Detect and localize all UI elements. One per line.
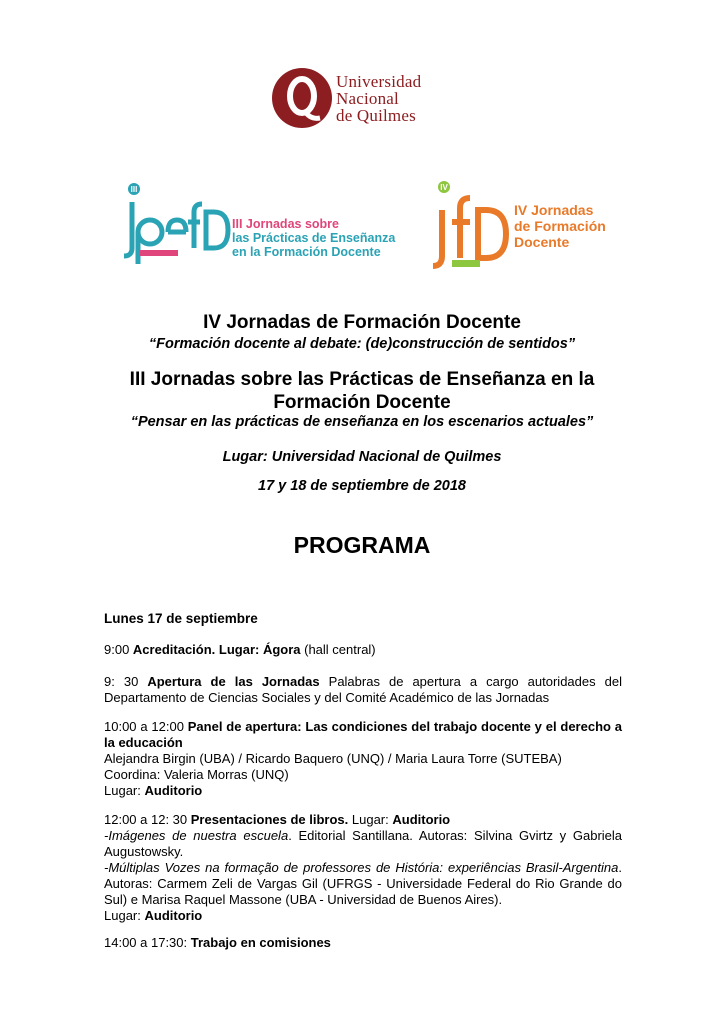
schedule-item-opening xyxy=(104,674,622,706)
item-detail: Lugar: xyxy=(348,812,393,827)
place-label: Lugar: xyxy=(104,783,145,798)
event-subtitle-2: “Pensar en las prácticas de enseñanza en los escenarios actuales” xyxy=(130,414,594,430)
item-time: 10:00 a 12:00 xyxy=(104,719,188,734)
book1-title: -Imágenes de nuestra escuela xyxy=(104,828,289,843)
event-title-1: IV Jornadas de Formación Docente xyxy=(203,312,521,333)
panel-coordinator: Coordina: Valeria Morras (UNQ) xyxy=(104,767,289,782)
panel-place xyxy=(104,783,622,799)
day-heading: Lunes 17 de septiembre xyxy=(104,611,258,626)
schedule-item-books xyxy=(104,812,622,924)
place-value: Auditorio xyxy=(144,908,203,923)
unq-line1: Universidad xyxy=(336,72,422,91)
place-value: Auditorio xyxy=(392,812,451,827)
item-title: Panel de apertura: Las condiciones del trabajo docente y el derecho a la educación xyxy=(104,719,622,750)
schedule-item-panel xyxy=(104,719,622,799)
item-time: 9: 30 xyxy=(104,674,148,689)
jfd-caption-line1: IV Jornadas xyxy=(514,202,594,218)
unq-line3: de Quilmes xyxy=(336,106,416,125)
jfd-letters-graphic xyxy=(430,180,514,272)
jfd-logo xyxy=(430,180,620,272)
jpefd-caption-line1: III Jornadas sobre xyxy=(232,217,339,231)
item-title: Presentaciones de libros. xyxy=(190,812,349,827)
event-dates: 17 y 18 de septiembre de 2018 xyxy=(258,478,466,494)
jfd-caption xyxy=(514,202,606,250)
item-detail: (hall central) xyxy=(300,642,376,657)
event-title-2-line2: Formación Docente xyxy=(273,392,451,413)
unq-logo xyxy=(270,66,440,132)
jpefd-caption-line2: las Prácticas de Enseñanza xyxy=(232,231,396,245)
unq-line2: Nacional xyxy=(336,89,399,108)
book1-detail: . Editorial Santillana. Autoras: Silvina Gvirtz y Gabriela Augustowsky. xyxy=(104,828,623,859)
jpefd-logo xyxy=(122,182,396,266)
item-title: Apertura de las Jornadas xyxy=(147,674,320,689)
item-detail: Palabras de apertura a cargo autoridades del Departamento de Ciencias Sociales y del Comité Académico de las Jornadas xyxy=(104,674,622,705)
item-time: 14:00 a 17:30: xyxy=(104,935,191,950)
item-title: Acreditación. Lugar: Ágora xyxy=(132,642,301,657)
jpefd-caption xyxy=(232,217,395,259)
panel-speakers: Alejandra Birgin (UBA) / Ricardo Baquero (UNQ) / Maria Laura Torre (SUTEBA) xyxy=(104,751,562,766)
item-time: 12:00 a 12: 30 xyxy=(104,812,191,827)
schedule-item-accreditation xyxy=(104,642,622,658)
event-subtitle-1: “Formación docente al debate: (de)construcción de sentidos” xyxy=(148,336,576,352)
event-place: Lugar: Universidad Nacional de Quilmes xyxy=(222,449,502,465)
book2-title: -Múltiplas Vozes na formação de professores de História: experiências Brasil-Argentina xyxy=(104,860,619,875)
jfd-caption-line3: Docente xyxy=(514,234,570,250)
schedule-item-commissions xyxy=(104,935,622,951)
book2-detail: . Autoras: Carmem Zeli de Vargas Gil (UFRGS - Universidade Federal do Rio Grande do Sul) e Marisa Raquel Massone (UBA - Universidad de Buenos Aires). xyxy=(104,860,622,907)
programa-heading: PROGRAMA xyxy=(293,532,431,558)
event-title-2-line1: III Jornadas sobre las Prácticas de Enseñanza en la xyxy=(129,369,595,390)
item-title: Trabajo en comisiones xyxy=(190,935,331,950)
place-value: Auditorio xyxy=(144,783,203,798)
unq-wordmark xyxy=(336,73,421,124)
books-place xyxy=(104,908,622,924)
jpefd-badge: III xyxy=(130,185,138,194)
jfd-caption-line2: de Formación xyxy=(514,218,606,234)
jfd-badge: IV xyxy=(440,183,448,192)
jpefd-caption-line3: en la Formación Docente xyxy=(232,245,381,259)
item-time: 9:00 xyxy=(104,642,133,657)
unq-q-emblem xyxy=(270,66,334,130)
jpefd-letters-graphic xyxy=(122,182,232,266)
place-label: Lugar: xyxy=(104,908,145,923)
